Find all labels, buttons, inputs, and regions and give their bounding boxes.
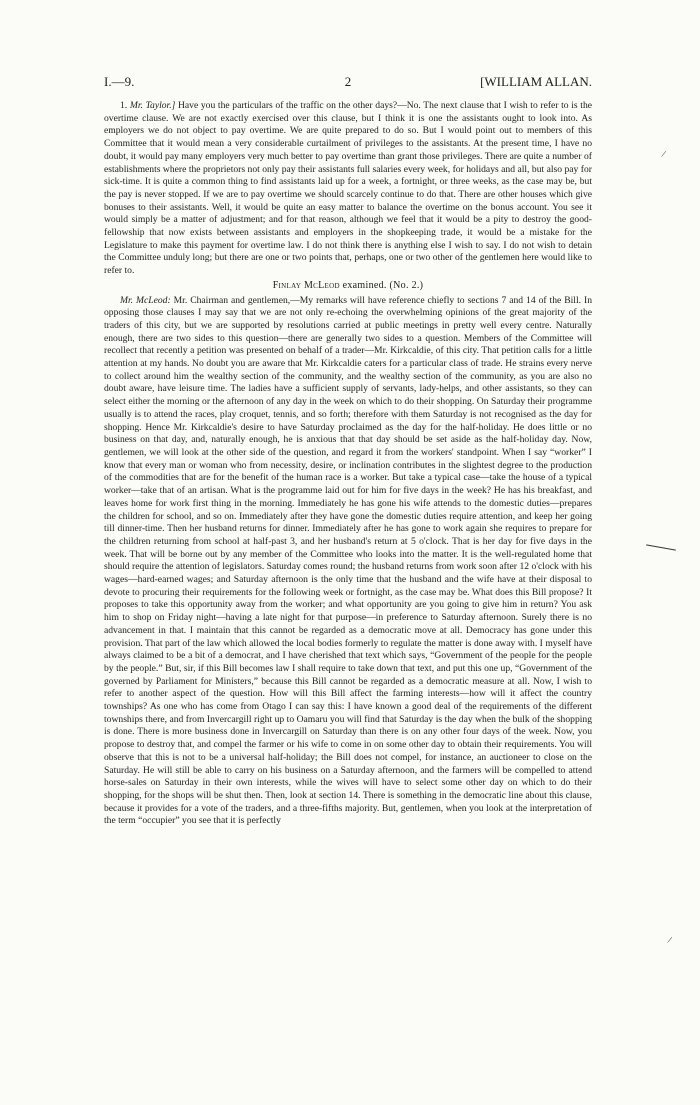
margin-dash-mark <box>646 544 676 550</box>
subheading-rest: examined. (No. 2.) <box>339 279 424 291</box>
paragraph-taylor <box>104 100 592 278</box>
paragraph-mcleod <box>104 295 592 829</box>
witness-name: Finlay McLeod <box>272 279 340 291</box>
paper-reference: I.—9. <box>104 74 135 89</box>
witness-name-header: [WILLIAM ALLAN. <box>480 74 592 89</box>
question-number: 1. <box>120 100 128 111</box>
document-body <box>104 100 592 828</box>
section-subheading <box>104 280 592 293</box>
page-number: 2 <box>344 74 352 89</box>
paragraph-text: Have you the particulars of the traffic on the other days?—No. The next clause that I wish to refer to is the overtime clause. We are not exactly exercised over this clause, but I think it is one the assistants ought to look into. As employers we do not object to pay overtime. We are quite prepared to do so. But I would point out to members of this Committee that it would mean a very considerable curtailment of privileges to the assistants. At the present time, I have no doubt, it would pay many employers very much better to pay overtime than grant those privileges. There are quite a number of establishments where the proprietors not only pay their assistants full salaries every week, for holidays and all, but also pay for sick-time. It is quite a common thing to find assistants laid up for a week, a fortnight, or three weeks, as the case may be, but the pay is never stopped. If we are to pay overtime we should scarcely continue to do that. There are other houses which give bonuses to their assistants. Well, it would be quite an easy matter to balance the overtime on the bonus account. You see it would simply be a matter of adjustment; and for that reason, although we feel that it would be a pity to destroy the good-fellowship that now exists between assistants and employers in the shopkeeping trade, it would be a mistake for the Legislature to make this payment for overtime law. I do not think there is anything else I wish to say. I do not wish to detain the Committee unduly long; but there are one or two points that, perhaps, one or two other of the gentlemen here would like to refer to. <box>104 100 593 277</box>
speaker-name: Mr. Taylor.] <box>129 100 176 111</box>
speaker-name: Mr. McLeod: <box>120 294 171 306</box>
margin-pencil-mark: / <box>666 934 673 947</box>
page-header <box>104 74 592 94</box>
margin-pencil-mark: / <box>660 148 667 161</box>
paragraph-text: Mr. Chairman and gentlemen,—My remarks will have reference chiefly to sections 7 and 14 of the Bill. In opposing those clauses I may say that we are not only re-echoing the overwhelming opinions of the great majority of the traders of this city, but we are supported by resolutions carried at public meetings in pretty well every centre. Naturally enough, there are two sides to this question—there are generally two sides to a question. Members of the Committee will recollect that recently a petition was presented on behalf of a trader—Mr. Kirkcaldie, of this city. That petition calls for a little attention at my hands. No doubt you are aware that Mr. Kirkcaldie caters for a particular class of trade. He strains every nerve to collect around him the wealthy section of the community, and the wealthy section of the community, as you are also no doubt aware, have leisure time. The ladies have a sufficient supply of servants, lady-helps, and other assistants, so they can select either the morning or the afternoon of any day in the week on which to do their shopping. On Saturday their programme usually is to attend the races, play croquet, tennis, and so forth; therefore with them Saturday is not recognised as the day for shopping. Hence Mr. Kirkcaldie's desire to have Saturday proclaimed as the day for the half-holiday. He does little or no business on that day, and, naturally enough, he is anxious that that day should be set aside as the half-holiday day. Now, gentlemen, we will look at the other side of the question, and regard it from the workers' standpoint. When I say “worker” I know that every man or woman who from necessity, desire, or inclination contributes in the slightest degree to the production of the commodities that are for the benefit of the human race is a worker. But take a typical case—take the house of a typical worker—take that of an artisan. What is the programme laid out for him for five days in the week? He has his breakfast, and leaves home for work first thing in the morning. Immediately he has gone his wife attends to the domestic duties—prepares the children for school, and so on. Immediately after they have gone the domestic duties require attention, and keep her going till dinner-time. Then her husband returns for dinner. Immediately after he has gone to work again she requires to prepare for the children returning from school at half-past 3, and her husband's return at 5 o'clock. That is her day for five days in the week. That will be borne out by any member of the Committee who looks into the matter. It is the well-regulated home that should require the attention of legislators. Saturday comes round; the husband returns from work soon after 12 o'clock with his wages—hard-earned wages; and Saturday afternoon is the only time that the husband and the wife have at their disposal to devote to procuring their requirements for the following week or fortnight, as the case may be. What does this Bill propose? It proposes to take this opportunity away from the worker; and what opportunity are you going to give him in return? You ask him to shop on Friday night—having a late night for that purpose—in preference to Saturday afternoon. Surely there is no advancement in that. I maintain that this cannot be regarded as a democratic move at all. Democracy has gone under this provision. That part of the law which allowed the local bodies formerly to regulate the matter is done away with. I myself have always claimed to be a bit of a democrat, and I have cherished that text which says, “Government of the people for the people by the people.” But, sir, if this Bill becomes law I shall require to take down that text, and put this one up, “Government of the governed by Parliament for Ministers,” because this Bill cannot be regarded as a democratic measure at all. Now, I wish to refer to another aspect of the question. How will this Bill affect the farming interests—how will it affect the country townships? As one who has come from Otago I can say this: I have known a good deal of the requirements of the different townships there, and from Invercargill right up to Oamaru you will find that Saturday is the day when the bulk of the shopping is done. There is more business done in Invercargill on Saturday than there is on any other four days of the week. Now, you propose to destroy that, and compel the farmer or his wife to come in on some other day to obtain their requirements. You will observe that this is not to be a universal half-holiday; the Bill does not compel, for instance, an auctioneer to close on the Saturday. He will still be able to carry on his business on a Saturday afternoon, and the farmers will be compelled to attend horse-sales on Saturday in their own interests, while the wives will have to select some other day on which to do their shopping, for the shops will be shut then. Then, look at section 14. There is something in the democratic line about this clause, because it provides for a vote of the traders, and a three-fifths majority. But, gentlemen, when you look at the interpretation of the term “occupier” you see that it is perfectly <box>104 294 592 827</box>
